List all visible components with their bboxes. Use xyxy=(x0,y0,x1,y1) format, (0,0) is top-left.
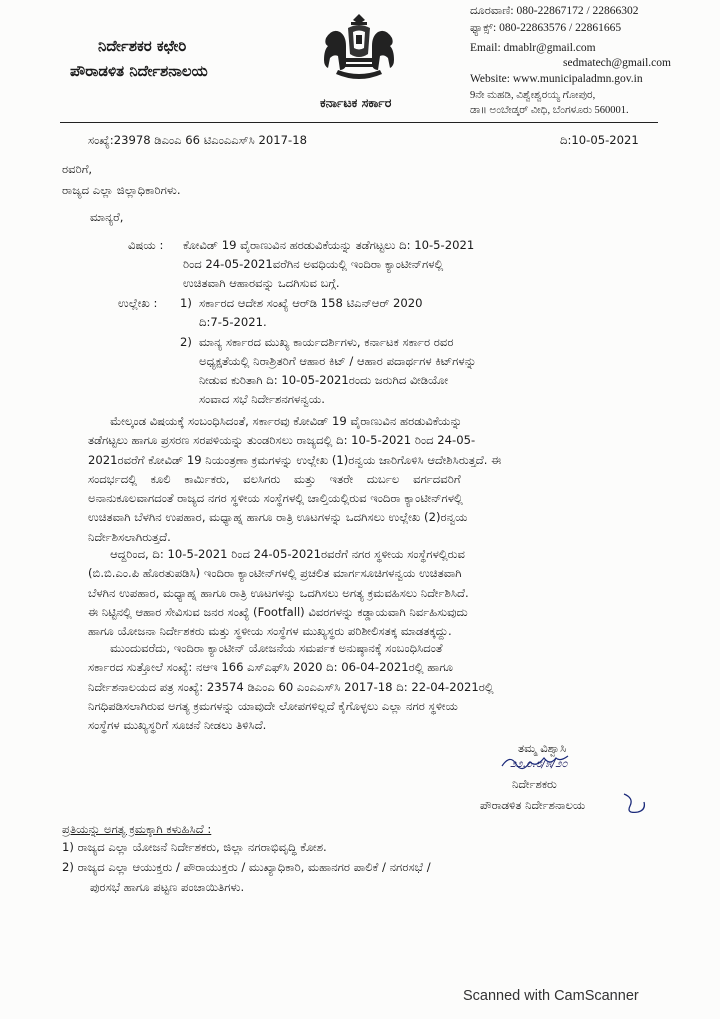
paragraph-line: ಬೆಳಗಿನ ಉಪಹಾರ, ಮಧ್ಯಾಹ್ನ ಹಾಗೂ ರಾತ್ರಿ ಊಟಗಳನ್ನು ಒದಗಿಸಲು ಅಗತ್ಯ ಕ್ರಮವಹಿಸಲು ನಿರ್ದೇಶಿಸಿದೆ. xyxy=(88,585,469,600)
paragraph-line: ನಿಗಧಿಪಡಿಸಲಾಗಿರುವ ಅಗತ್ಯ ಕ್ರಮಗಳನ್ನು ಯಾವುದೇ ಲೋಪಗಳಿಲ್ಲದೆ ಕೈಗೊಳ್ಳಲು ಎಲ್ಲಾ ನಗರ ಸ್ಥಳೀಯ xyxy=(88,698,458,713)
email-secondary: sedmatech@gmail.com xyxy=(563,57,671,69)
email-primary: Email: dmablr@gmail.com xyxy=(470,42,596,54)
reference-item-line: ನೀಡುವ ಕುರಿತಾಗಿ ದಿ: 10-05-2021ರಂದು ಜರುಗಿದ ವೀಡಿಯೋ xyxy=(199,373,449,387)
signatory-title: ನಿರ್ದೇಶಕರು xyxy=(512,777,557,791)
letter-date: ದಿ:10-05-2021 xyxy=(560,133,639,147)
directorate-name: ಪೌರಾಡಳಿತ ನಿರ್ದೇಶನಾಲಯ xyxy=(70,62,208,80)
paragraph-line: (ಬಿ.ಬಿ.ಎಂ.ಪಿ ಹೊರತುಪಡಿಸಿ) ಇಂದಿರಾ ಕ್ಯಾಂಟೀನ್‌ಗಳಲ್ಲಿ ಪ್ರಚಲಿತ ಮಾರ್ಗಸೂಚಿಗಳನ್ವಯ ಉಚಿತವಾಗಿ xyxy=(88,566,462,581)
copy-to-heading: ಪ್ರತಿಯನ್ನು ಅಗತ್ಯ ಕ್ರಮಕ್ಕಾಗಿ ಕಳುಹಿಸಿದೆ : xyxy=(62,822,212,836)
subject-line: ಉಚಿತವಾಗಿ ಆಹಾರವನ್ನು ಒದಗಿಸುವ ಬಗ್ಗೆ. xyxy=(183,276,340,290)
camscanner-watermark: Scanned with CamScanner xyxy=(463,988,639,1004)
fax-numbers: ಫ್ಯಾಕ್ಸ್: 080-22863576 / 22861665 xyxy=(470,22,622,34)
paragraph-line: ನಿರ್ದೇಶಿಸಲಾಗಿರುತ್ತದೆ. xyxy=(88,529,171,544)
reference-item-number: 1) xyxy=(180,296,192,310)
reference-item-line: ಸರ್ಕಾರದ ಆದೇಶ ಸಂಖ್ಯೆ ಆರ್‌ಡಿ 158 ಟಿಎನ್‌ಆರ್ 2020 xyxy=(199,296,423,310)
paragraph-line: ಉಚಿತವಾಗಿ ಬೆಳಗಿನ ಉಪಹಾರ, ಮಧ್ಯಾಹ್ನ ಹಾಗೂ ರಾತ್ರಿ ಊಟಗಳನ್ನು ಒದಗಿಸಲು ಉಲ್ಲೇಖ (2)ರನ್ವಯ xyxy=(88,510,468,525)
subject-line: ಕೋವಿಡ್ 19 ವೈರಾಣುವಿನ ಹರಡುವಿಕೆಯನ್ನು ತಡೆಗಟ್ಟಲು ದಿ: 10-5-2021 xyxy=(183,238,475,252)
paragraph-line: ಮುಂದುವರೆದು, ಇಂದಿರಾ ಕ್ಯಾಂಟೀನ್ ಯೋಜನೆಯ ಸಮರ್ಪಕ ಅನುಷ್ಠಾನಕ್ಕೆ ಸಂಬಂಧಿಸಿದಂತೆ xyxy=(88,641,443,655)
paragraph-line: ಸಂದರ್ಭದಲ್ಲಿ ಕೂಲಿ ಕಾರ್ಮಿಕರು, ವಲಸಿಗರು ಮತ್ತು ಇತರೇ ದುರ್ಬಲ ವರ್ಗದವರಿಗೆ xyxy=(88,471,461,486)
initials-scribble-icon xyxy=(620,788,650,822)
salutation: ಮಾನ್ಯರೆ, xyxy=(90,210,124,224)
handwritten-date: ೨೨.೦.೮/೫/೨೦ xyxy=(510,757,568,770)
paragraph-line: ಸಂಸ್ಥೆಗಳ ಮುಖ್ಯಸ್ಥರಿಗೆ ಸೂಚನೆ ನೀಡಲು ತಿಳಿಸಿದೆ. xyxy=(88,718,267,733)
copy-to-item: 1) ರಾಜ್ಯದ ಎಲ್ಲಾ ಯೋಜನೆ ನಿರ್ದೇಶಕರು, ಜಿಲ್ಲಾ ನಗರಾಭಿವೃದ್ಧಿ ಕೋಶ. xyxy=(62,840,327,854)
paragraph-line: ಸರ್ಕಾರದ ಸುತ್ತೋಲೆ ಸಂಖ್ಯೆ: ನಆಇ 166 ಎಸ್‌ಎಫ್‌ಸಿ 2020 ದಿ: 06-04-2021ರಲ್ಲಿ ಹಾಗೂ xyxy=(88,660,453,675)
references-label: ಉಲ್ಲೇಖ : xyxy=(118,296,158,310)
body-paragraph-2 xyxy=(88,545,652,641)
reference-item-line: ಸಂವಾದ ಸಭೆ ನಿರ್ದೇಶನಗಳನ್ವಯ. xyxy=(199,392,325,406)
office-name: ನಿರ್ದೇಶಕರ ಕಛೇರಿ xyxy=(98,37,187,55)
paragraph-line: ಹಾಗೂ ಯೋಜನಾ ನಿರ್ದೇಶಕರು ಮತ್ತು ಸ್ಥಳೀಯ ಸಂಸ್ಥೆಗಳ ಮುಖ್ಯಸ್ಥರು ಪರಿಶೀಲಿಸತಕ್ಕ ಮಾಡತಕ್ಕದ್ದು. xyxy=(88,624,452,639)
signatory-office: ಪೌರಾಡಳಿತ ನಿರ್ದೇಶನಾಲಯ xyxy=(480,798,586,812)
subject-label: ವಿಷಯ : xyxy=(128,238,164,252)
website: Website: www.municipaladmn.gov.in xyxy=(470,73,643,85)
karnataka-emblem-icon xyxy=(318,10,400,92)
paragraph-line: ನಿರ್ದೇಶನಾಲಯದ ಪತ್ರ ಸಂಖ್ಯೆ: 23574 ಡಿಎಂಎ 60 ಎಂಎಎಸ್‌ಸಿ 2017-18 ದಿ: 22-04-2021ರಲ್ಲಿ xyxy=(88,679,494,694)
phone-numbers: ದೂರವಾಣಿ: 080-22867172 / 22866302 xyxy=(470,5,639,17)
copy-to-item: 2) ರಾಜ್ಯದ ಎಲ್ಲಾ ಆಯುಕ್ತರು / ಪೌರಾಯುಕ್ತರು / ಮುಖ್ಯಾಧಿಕಾರಿ, ಮಹಾನಗರ ಪಾಲಿಕೆ / ನಗರಸಭೆ / xyxy=(62,860,431,874)
subject-line: ರಿಂದ 24-05-2021ವರೆಗಿನ ಅವಧಿಯಲ್ಲಿ ಇಂದಿರಾ ಕ್ಯಾಂಟೀನ್‌ಗಳಲ್ಲಿ xyxy=(183,257,444,271)
signature-scribble-icon xyxy=(500,752,570,776)
reference-item-line: ಮಾನ್ಯ ಸರ್ಕಾರದ ಮುಖ್ಯ ಕಾರ್ಯದರ್ಶಿಗಳು, ಕರ್ನಾಟಕ ಸರ್ಕಾರ ರವರ xyxy=(199,335,454,349)
paragraph-line: 2021ರವರೆಗೆ ಕೋವಿಡ್ 19 ನಿಯಂತ್ರಣಾ ಕ್ರಮಗಳನ್ನು ಉಲ್ಲೇಖ (1)ರನ್ವಯ ಜಾರಿಗೊಳಿಸಿ ಆದೇಶಿಸಿರುತ್ತದೆ. ಈ xyxy=(88,452,502,467)
address-line-1: 9ನೇ ಮಹಡಿ, ವಿಶ್ವೇಶ್ವರಯ್ಯ ಗೋಪುರ, xyxy=(470,90,596,101)
paragraph-line: ಈ ನಿಟ್ಟಿನಲ್ಲಿ ಆಹಾರ ಸೇವಿಸುವ ಜನರ ಸಂಖ್ಯೆ (Footfall) ವಿವರಗಳನ್ನು ಕಡ್ಡಾಯವಾಗಿ ನಿರ್ವಹಿಸುವುದು xyxy=(88,604,468,619)
closing: ತಮ್ಮ ವಿಶ್ವಾಸಿ xyxy=(518,741,567,755)
body-paragraph-1 xyxy=(88,412,652,547)
addressee-line-1: ರವರಿಗೆ, xyxy=(62,162,93,176)
body-paragraph-3 xyxy=(88,639,652,735)
address-line-2: ಡಾ॥ ಅಂಬೇಡ್ಕರ್ ವೀಧಿ, ಬೆಂಗಳೂರು 560001. xyxy=(470,105,629,116)
paragraph-line: ತಡೆಗಟ್ಟಲು ಹಾಗೂ ಪ್ರಸರಣ ಸರಪಳಿಯನ್ನು ತುಂಡರಿಸಲು ರಾಜ್ಯದಲ್ಲಿ ದಿ: 10-5-2021 ರಿಂದ 24-05- xyxy=(88,433,476,448)
paragraph-line: ಮೇಲ್ಕಂಡ ವಿಷಯಕ್ಕೆ ಸಂಬಂಧಿಸಿದಂತೆ, ಸರ್ಕಾರವು ಕೋವಿಡ್ 19 ವೈರಾಣುವಿನ ಹರಡುವಿಕೆಯನ್ನು xyxy=(88,414,463,428)
paragraph-line: ಅನಾನುಕೂಲವಾಗದಂತೆ ರಾಜ್ಯದ ನಗರ ಸ್ಥಳೀಯ ಸಂಸ್ಥೆಗಳಲ್ಲಿ ಚಾಲ್ತಿಯಲ್ಲಿರುವ ಇಂದಿರಾ ಕ್ಯಾಂಟೀನ್‌ಗಳಲ್ಲಿ xyxy=(88,491,463,506)
reference-item-line: ಅಧ್ಯಕ್ಷತೆಯಲ್ಲಿ ನಿರಾಶ್ರಿತರಿಗೆ ಆಹಾರ ಕಿಟ್ / ಆಹಾರ ಪದಾರ್ಥಗಳ ಕಿಟ್‌ಗಳನ್ನು xyxy=(199,354,477,368)
addressee-line-2: ರಾಜ್ಯದ ಎಲ್ಲಾ ಜಿಲ್ಲಾಧಿಕಾರಿಗಳು. xyxy=(62,183,181,197)
header-divider xyxy=(60,122,658,123)
copy-to-item-continuation: ಪುರಸಭೆ ಹಾಗೂ ಪಟ್ಟಣ ಪಂಚಾಯಿತಿಗಳು. xyxy=(90,880,245,894)
reference-item-line: ದಿ:7-5-2021. xyxy=(199,315,267,329)
reference-number: ಸಂಖ್ಯೆ:23978 ಡಿಎಂಎ 66 ಟಿಎಂಎಎಸ್‌ಸಿ 2017-18 xyxy=(88,133,307,147)
govt-label: ಕರ್ನಾಟಕ ಸರ್ಕಾರ xyxy=(320,95,392,110)
paragraph-line: ಆದ್ದರಿಂದ, ದಿ: 10-5-2021 ರಿಂದ 24-05-2021ರವರೆಗೆ ನಗರ ಸ್ಥಳೀಯ ಸಂಸ್ಥೆಗಳಲ್ಲಿರುವ xyxy=(88,547,465,561)
reference-item-number: 2) xyxy=(180,335,192,349)
